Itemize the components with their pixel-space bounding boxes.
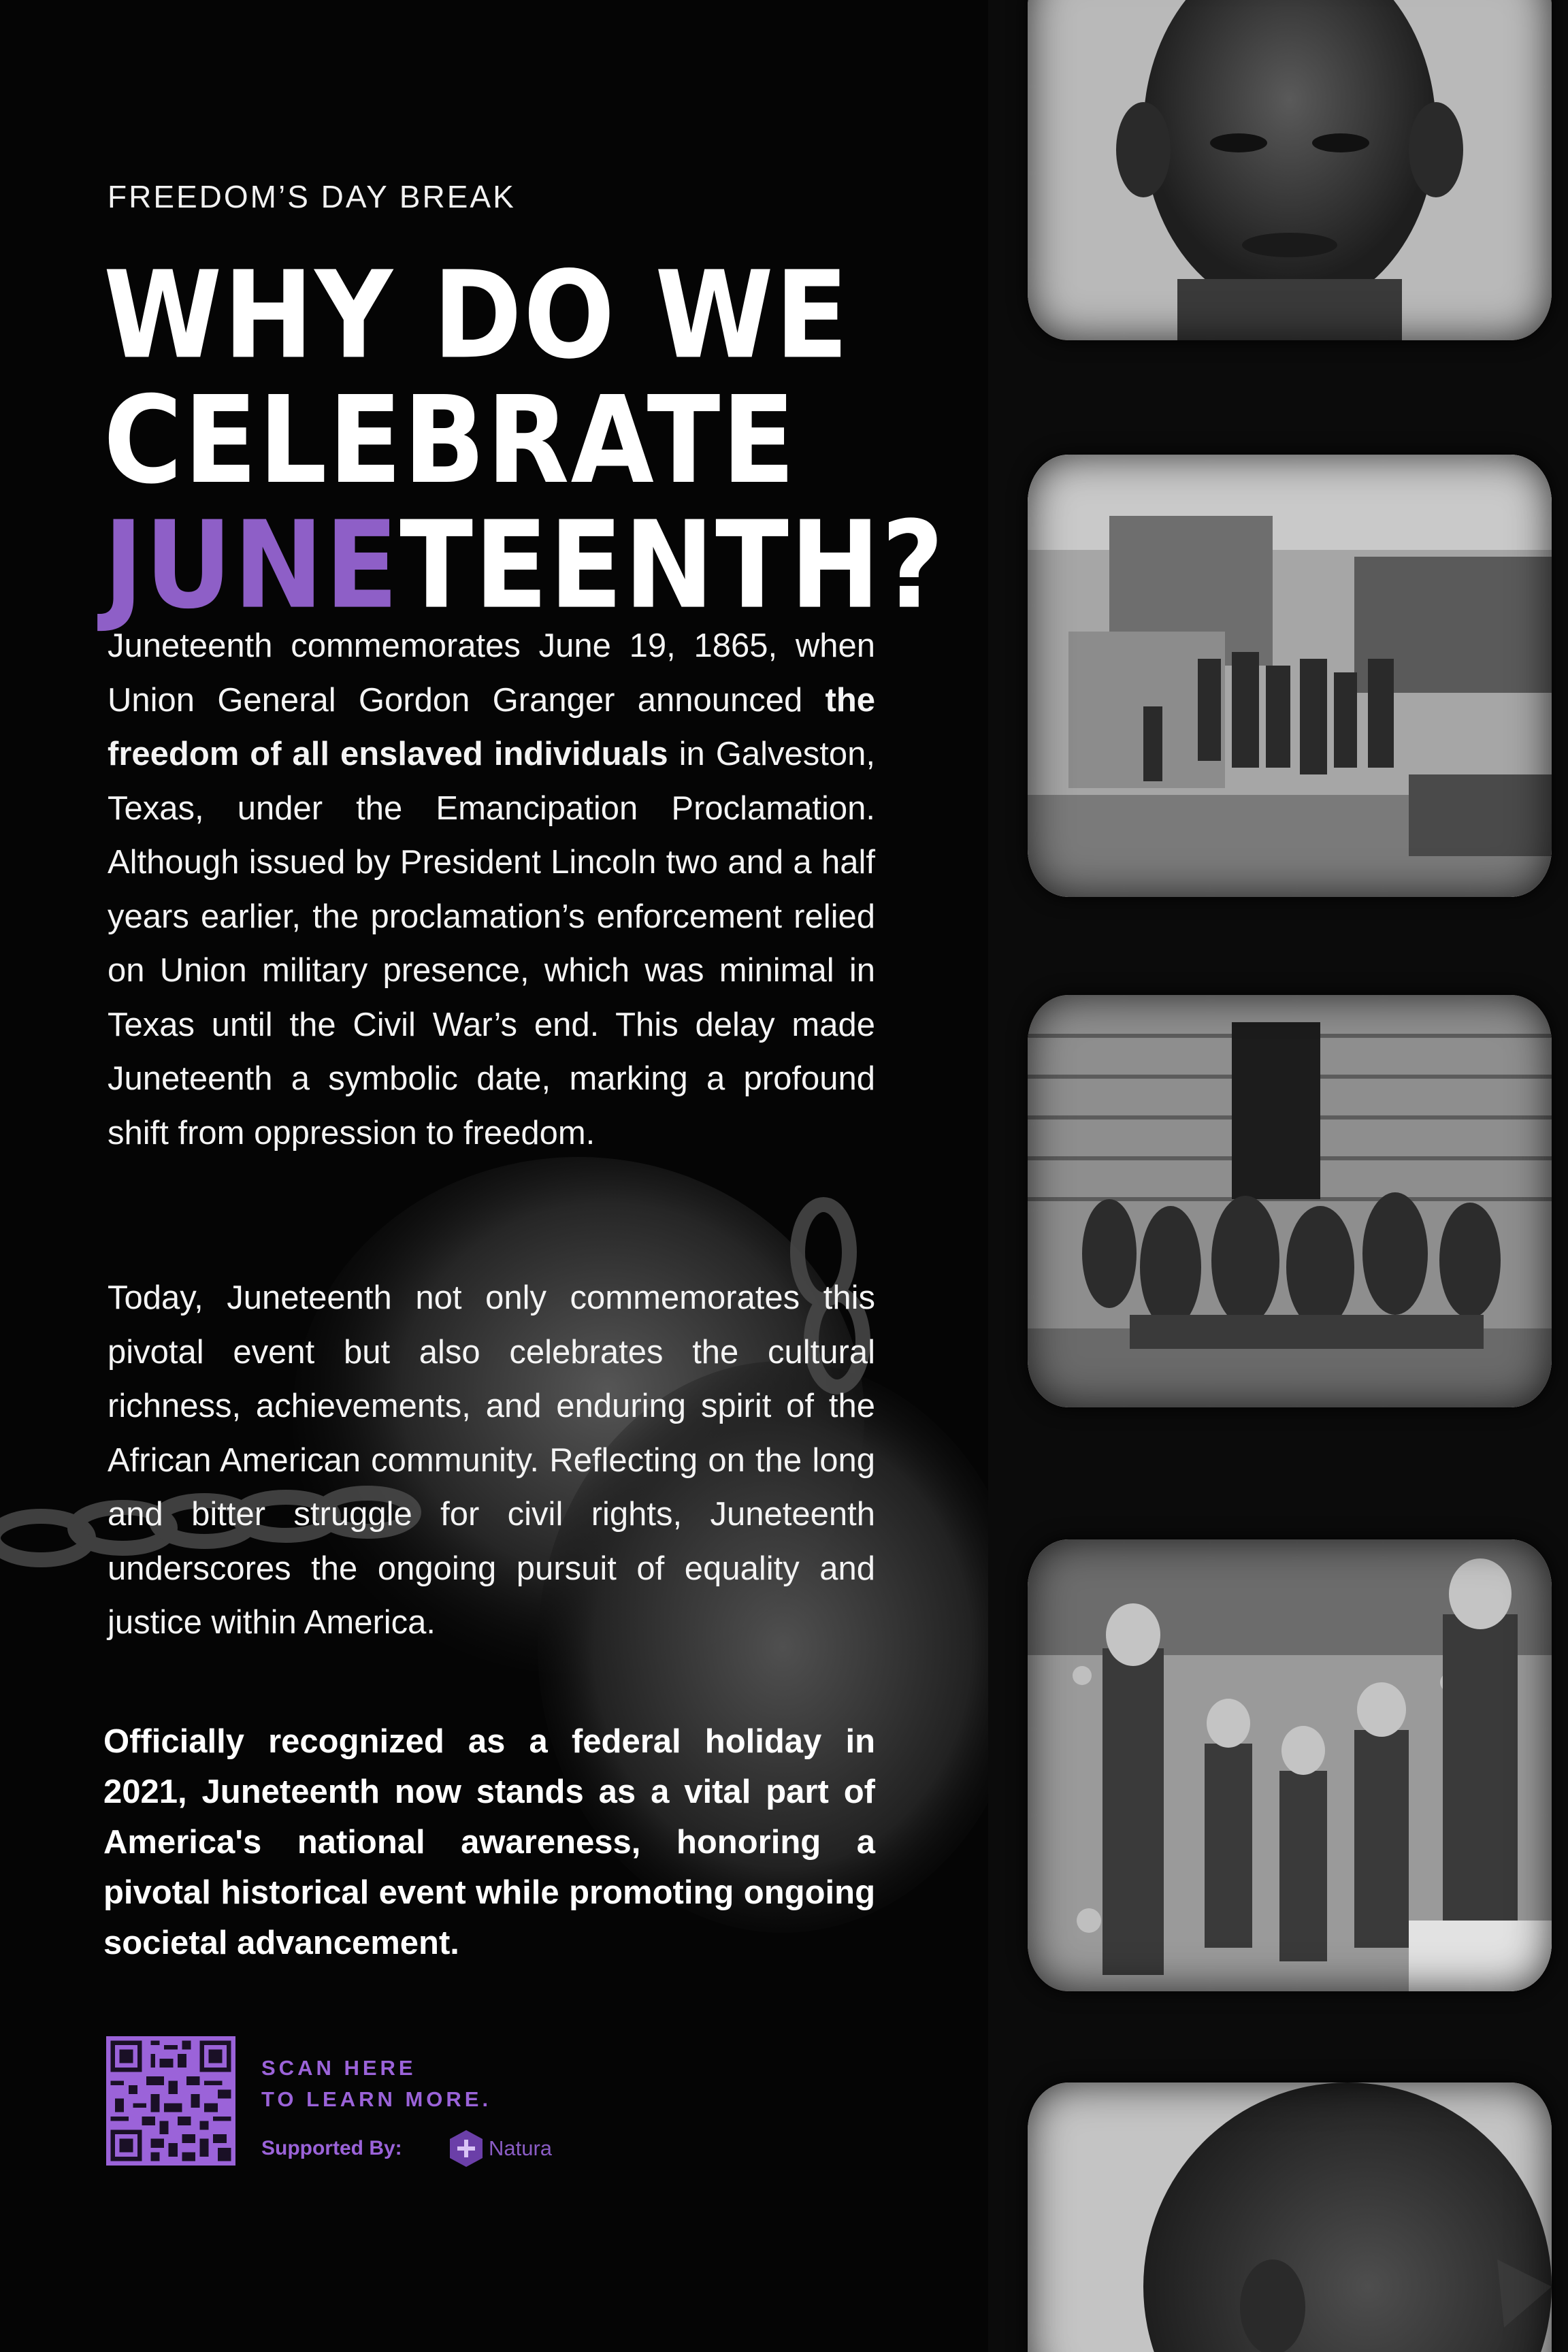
today-paragraph: Today, Juneteenth not only commemorates this pivotal event but also celebrates the cultural richness, achievements, and enduring spirit of the African American community. Reflecting on the long and bitter struggle for civil rights, Juneteenth underscores the ongoing pursuit of equality and justice within America. — [108, 1279, 875, 1641]
profile-man-photo — [1028, 2082, 1552, 2352]
street-group-photo — [1028, 455, 1552, 897]
photo-frame-street-group — [1028, 455, 1552, 897]
supported-by-label: Supported By: — [261, 2137, 402, 2159]
portrait-man-photo — [1028, 0, 1552, 340]
history-paragraph-bold: the freedom of all enslaved individuals — [108, 681, 875, 772]
scan-line-2: TO LEARN MORE. — [261, 2087, 492, 2111]
headline-rest-teenth: TEENTH? — [399, 495, 945, 636]
closing-statement: Officially recognized as a federal holiday in 2021, Juneteenth now stands as a vital part of America's national awareness, honoring a pivotal historical event while promoting ongoing societal advancement. — [103, 1723, 875, 1961]
headline-line-2: CELEBRATE — [103, 370, 797, 511]
kicker-text: FREEDOM’S DAY BREAK — [108, 179, 516, 214]
photo-frame-cabin-group — [1028, 995, 1552, 1407]
scan-call-to-action — [261, 2053, 491, 2115]
field-workers-photo — [1028, 1539, 1552, 1991]
headline-line-3 — [103, 495, 945, 636]
cabin-group-photo — [1028, 995, 1552, 1407]
natura-logo-icon — [448, 2129, 485, 2168]
headline-line-1: WHY DO WE — [103, 245, 850, 386]
scan-line-1: SCAN HERE — [261, 2056, 416, 2080]
headline-accent-june: JUNE — [103, 495, 400, 636]
headline — [103, 245, 945, 636]
history-paragraph-start: Juneteenth commemorates June 19, 1865, when Union General Gordon Granger announced — [108, 627, 875, 719]
history-paragraph-end: in Galveston, Texas, under the Emancipation Proclamation. Although issued by President Lincoln two and a half years earlier, the proclamation’s enforcement relied on Union military presence, which was minimal in Texas until the Civil War’s end. This delay made Juneteenth a symbolic date, marking a profound shift from oppression to freedom. — [108, 736, 875, 1152]
sponsor-name: Natura — [489, 2136, 553, 2160]
qr-code-graphic — [106, 2036, 235, 2166]
photo-frame-field-workers — [1028, 1539, 1552, 1991]
qr-code-icon[interactable] — [106, 2036, 235, 2166]
photo-frame-profile-man — [1028, 2082, 1552, 2352]
film-strip — [988, 0, 1568, 2352]
history-paragraph — [108, 619, 875, 1160]
sponsor-logo — [448, 2129, 552, 2168]
photo-frame-portrait-man — [1028, 0, 1552, 340]
footer — [106, 2036, 787, 2172]
